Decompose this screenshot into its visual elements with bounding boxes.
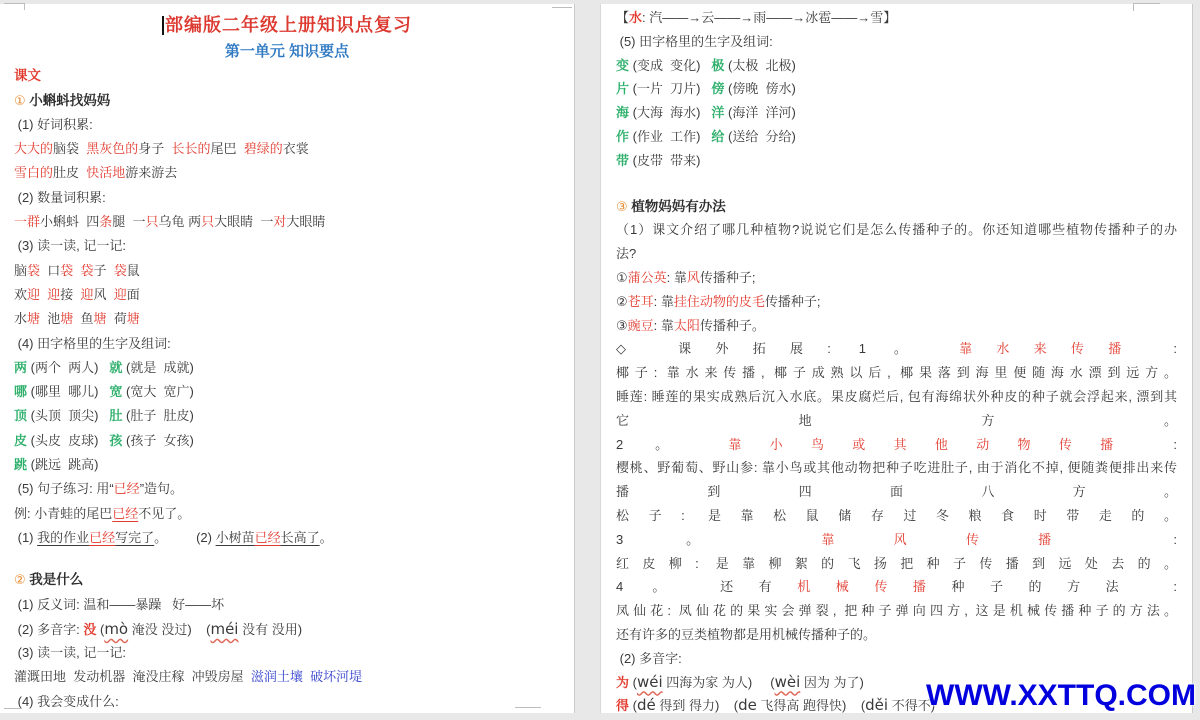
text-line xyxy=(616,409,1177,433)
text-run: 只 xyxy=(145,214,159,230)
text-run: dé xyxy=(636,696,656,713)
text-run: 大眼睛 一 xyxy=(214,214,274,230)
text-run: 为 xyxy=(616,674,630,690)
text-run: 没 xyxy=(83,621,97,637)
text-line xyxy=(14,665,560,689)
text-run: 课文 xyxy=(14,68,41,84)
text-run: 第一单元 知识要点 xyxy=(224,43,350,60)
text-run: 肚皮 xyxy=(53,165,87,181)
text-line xyxy=(14,453,560,477)
text-run: 大大的 xyxy=(14,141,54,157)
text-run: 椰子: 靠水来传播, 椰子成熟以后, 椰果落到海里便随海水漂到远方。 xyxy=(616,365,1177,381)
text-run: 鱼 xyxy=(73,311,94,327)
text-run: 靠风传播 xyxy=(821,531,1111,547)
text-line xyxy=(14,113,560,137)
text-run: (2) 数量词积累: xyxy=(14,189,106,205)
text-run: 对 xyxy=(273,214,287,230)
text-run: 片 xyxy=(616,81,630,97)
page-margin-mark xyxy=(515,707,541,712)
text-run: 淹没 没过) ( xyxy=(128,621,211,637)
text-line xyxy=(616,599,1177,623)
text-line xyxy=(14,64,560,88)
text-run: 荷 xyxy=(106,311,127,327)
text-run: 小蝌蚪找妈妈 xyxy=(29,92,111,108)
text-run: wèi xyxy=(774,672,801,691)
text-run xyxy=(73,263,80,278)
text-line xyxy=(616,504,1177,528)
text-line xyxy=(14,429,560,453)
page-margin-mark xyxy=(552,2,572,8)
text-line xyxy=(14,641,560,665)
text-line xyxy=(616,623,1177,647)
text-run: 塘 xyxy=(60,311,74,327)
text-run: 只 xyxy=(201,214,215,230)
text-run: 碧绿的 xyxy=(243,141,283,157)
text-run: ② xyxy=(14,572,30,588)
text-line xyxy=(616,361,1177,385)
text-run: : xyxy=(1145,341,1177,357)
text-line xyxy=(616,30,1177,54)
text-run: 雪白的 xyxy=(14,165,54,181)
text-run: 例: 小青蛙的尾巴 xyxy=(14,505,113,521)
text-line xyxy=(14,332,560,356)
text-line xyxy=(14,477,560,501)
text-run: 。 (2) xyxy=(154,529,216,545)
text-line xyxy=(616,337,1177,361)
text-run: 洋 xyxy=(711,105,725,121)
text-run: 3 。 xyxy=(616,531,822,547)
text-run: 水 xyxy=(629,10,643,25)
text-run: (4) 我会变成什么: xyxy=(14,693,119,709)
text-run: 迎 xyxy=(113,286,127,302)
text-run: 不见了。 xyxy=(138,505,191,521)
text-run: 腿 一 xyxy=(112,214,146,230)
text-run: 播 到 四 面 八 方 。 xyxy=(616,484,1177,500)
text-run: 塘 xyxy=(93,311,107,327)
text-run: (变成 变化) xyxy=(629,57,712,73)
text-run: 小蝌蚪 四 xyxy=(40,214,100,230)
text-run: 水 xyxy=(14,311,28,327)
text-line xyxy=(616,647,1177,671)
text-run: 滋润土壤 破坏河堤 xyxy=(250,669,363,685)
text-run: : 靠 xyxy=(653,317,674,333)
text-line xyxy=(616,552,1177,576)
text-line xyxy=(14,161,560,185)
text-run: (1) xyxy=(14,529,38,545)
text-run: 给 xyxy=(711,128,725,144)
text-line xyxy=(14,283,560,307)
text-run: 松子: 是靠松鼠储存过冬粮食时带走的。 xyxy=(616,507,1177,523)
text-run: ③ xyxy=(616,198,632,214)
text-run: 极 xyxy=(711,57,725,73)
text-run: 脑 xyxy=(14,262,28,278)
watermark-text: WWW.XXTTQ.COM xyxy=(926,679,1196,712)
text-run: 灌溉田地 发动机器 淹没庄稼 冲毁房屋 xyxy=(14,669,251,685)
text-line xyxy=(14,234,560,258)
text-run: 皮 xyxy=(14,432,28,448)
text-run: (5) 田字格里的生字及组词: xyxy=(616,33,773,49)
text-run: ◇ 课外拓展: 1 。 xyxy=(616,341,960,357)
text-run: 袋 xyxy=(80,262,94,278)
text-run: 风 xyxy=(93,286,114,302)
text-run: 。 xyxy=(319,529,333,545)
text-run: 带 xyxy=(616,152,630,168)
text-line xyxy=(14,593,560,617)
text-run: (2) 多音字: xyxy=(616,650,682,666)
text-run: (1) 好词积累: xyxy=(14,116,93,132)
text-run: 靠水来传播 xyxy=(959,341,1146,357)
text-run: (2) 多音字: xyxy=(14,621,84,637)
text-line xyxy=(14,210,560,234)
text-run: 长长的 xyxy=(171,141,211,157)
text-run: 我是什么 xyxy=(29,572,84,588)
text-line xyxy=(14,259,560,283)
text-line xyxy=(616,266,1177,290)
text-run: ① xyxy=(616,269,628,285)
text-run: 跳 xyxy=(14,457,28,473)
text-line xyxy=(14,404,560,428)
text-run: 法? xyxy=(616,246,637,262)
text-run: 风 xyxy=(686,269,700,285)
text-run: 条 xyxy=(99,214,113,230)
text-line xyxy=(616,218,1177,242)
text-run: 机械传播 xyxy=(797,579,952,595)
text-line xyxy=(616,433,1177,457)
text-run: 不得不) xyxy=(888,698,936,713)
text-line xyxy=(14,186,560,210)
text-run: 迎 xyxy=(27,286,41,302)
text-line xyxy=(616,242,1177,266)
text-run: 蒲公英 xyxy=(627,269,667,285)
text-run: (5) 句子练习: 用“ xyxy=(14,481,114,497)
text-run: 脑袋 xyxy=(53,141,87,157)
text-line xyxy=(616,314,1177,338)
text-run: 太阳 xyxy=(673,317,700,333)
text-run: 传播种子。 xyxy=(699,317,765,333)
text-line xyxy=(14,40,560,64)
text-run: 哪 xyxy=(14,384,28,400)
text-run: 宽 xyxy=(109,384,123,400)
text-run: 乌龟 两 xyxy=(158,214,202,230)
text-line xyxy=(616,77,1177,101)
text-line xyxy=(616,195,1177,219)
document-page-right[interactable] xyxy=(600,4,1193,713)
text-run: 游来游去 xyxy=(125,165,178,181)
text-run: 面 xyxy=(126,286,140,302)
text-run: (送给 分给) xyxy=(724,128,796,144)
text-run: ( xyxy=(629,674,637,690)
text-run: (肚子 肚皮) xyxy=(122,408,194,424)
text-line xyxy=(14,356,560,380)
text-run: : xyxy=(1110,531,1177,547)
text-line xyxy=(616,290,1177,314)
text-run: 已经 xyxy=(254,529,281,545)
text-run: 写完了 xyxy=(115,529,155,545)
text-run: 袋 xyxy=(113,262,127,278)
text-run: 顶 xyxy=(14,408,28,424)
text-run: 【 xyxy=(616,10,630,25)
text-line xyxy=(616,456,1177,480)
text-run: (哪里 哪儿) xyxy=(27,384,110,400)
text-run: (一片 刀片) xyxy=(629,81,712,97)
page-margin-mark xyxy=(1133,3,1160,11)
text-run: 因为 为了) xyxy=(800,674,864,690)
text-run: 口 xyxy=(40,262,61,278)
text-run: 红皮柳: 是靠柳絮的飞扬把种子传播到远处去的。 xyxy=(616,555,1177,571)
text-run: (大海 海水) xyxy=(629,105,712,121)
text-line xyxy=(14,690,560,713)
text-run: 长高了 xyxy=(280,529,320,545)
text-line xyxy=(14,380,560,404)
text-run: de xyxy=(738,696,757,713)
text-run: 已经 xyxy=(113,481,140,497)
text-run: 已经 xyxy=(89,529,116,545)
text-run: 部编版二年级上册知识点复习 xyxy=(165,15,412,35)
text-run: (太极 北极) xyxy=(724,57,796,73)
text-run: 袋 xyxy=(60,262,74,278)
text-line xyxy=(616,54,1177,78)
text-line xyxy=(616,385,1177,409)
text-run: 小树苗 xyxy=(215,529,255,545)
text-run: 傍 xyxy=(711,81,725,97)
text-run: 植物妈妈有办法 xyxy=(631,198,726,214)
text-run: 就 xyxy=(109,359,123,375)
text-line xyxy=(14,10,560,40)
text-run: ① xyxy=(14,92,30,108)
text-run: 睡莲: 睡莲的果实成熟后沉入水底。果皮腐烂后, 包有海绵状外种皮的种子就会浮起来, 漂到其 xyxy=(616,388,1177,404)
text-run: 接 xyxy=(60,286,81,302)
text-run: 子 xyxy=(93,262,114,278)
text-run: 没有 没用) xyxy=(238,621,303,637)
text-run: 2 。 xyxy=(616,436,729,452)
text-run: 作 xyxy=(616,128,630,144)
text-line xyxy=(616,149,1177,173)
text-run: (皮带 带来) xyxy=(629,152,701,168)
text-run: (就是 成就) xyxy=(122,359,194,375)
text-run: 苍耳 xyxy=(627,293,654,309)
text-run: ( xyxy=(96,621,105,637)
text-run: (头顶 顶尖) xyxy=(27,408,110,424)
text-run: (3) 读一读, 记一记: xyxy=(14,238,126,254)
text-run: 塘 xyxy=(126,311,140,327)
text-run: : xyxy=(1141,436,1177,452)
text-run: 快活地 xyxy=(86,165,126,181)
text-run: ( xyxy=(629,698,637,713)
text-run: 衣裳 xyxy=(282,141,309,157)
text-run: 得到 得力) ( xyxy=(655,698,739,713)
text-run: 大眼睛 xyxy=(286,214,326,230)
text-run: : 汽——→云——→雨——→冰雹——→雪】 xyxy=(642,10,897,25)
text-run: 传播种子; xyxy=(699,269,756,285)
text-run: mò xyxy=(104,619,129,638)
text-run: 鼠 xyxy=(126,262,140,278)
text-run: 欢 xyxy=(14,286,28,302)
document-page-left[interactable] xyxy=(0,4,575,713)
text-run: 塘 xyxy=(27,311,41,327)
text-run: (4) 田字格里的生字及组词: xyxy=(14,335,171,351)
text-run: (宽大 宽广) xyxy=(122,384,194,400)
text-run: 种子的方法 : xyxy=(951,579,1177,595)
text-run: (海洋 洋河) xyxy=(724,105,796,121)
text-run: 凤仙花: 凤仙花的果实会弹裂, 把种子弹向四方, 这是机械传播种子的方法。 xyxy=(616,603,1177,619)
text-run: 变 xyxy=(616,57,630,73)
text-run: 海 xyxy=(616,105,630,121)
text-line xyxy=(14,137,560,161)
text-line xyxy=(14,89,560,113)
text-run: 已经 xyxy=(112,505,139,521)
text-run: (跳远 跳高) xyxy=(27,457,99,473)
text-run: 一群 xyxy=(14,214,41,230)
text-run: ② xyxy=(616,293,628,309)
text-run: (头皮 皮球) xyxy=(27,432,110,448)
text-run: 迎 xyxy=(47,286,61,302)
text-run: wéi xyxy=(636,672,663,691)
text-line xyxy=(616,480,1177,504)
text-run: 樱桃、野葡萄、野山参: 靠小鸟或其他动物把种子吃进肚子, 由于消化不掉, 便随粪便排出来传 xyxy=(616,460,1177,476)
text-run: : 靠 xyxy=(653,293,674,309)
text-line xyxy=(616,101,1177,125)
text-run: (1) 反义词: 温和——暴躁 好——坏 xyxy=(14,596,225,612)
text-run: (孩子 女孩) xyxy=(122,432,194,448)
text-run: ”造句。 xyxy=(139,481,184,497)
text-run: (3) 读一读, 记一记: xyxy=(14,645,126,661)
text-run: 得 xyxy=(616,698,630,713)
text-run: 尾巴 xyxy=(210,141,244,157)
text-run: 袋 xyxy=(27,262,41,278)
text-run: 豌豆 xyxy=(627,317,654,333)
text-run: 四海为家 为人) ( xyxy=(662,674,775,690)
text-line xyxy=(14,526,560,550)
text-line xyxy=(14,568,560,592)
page-margin-mark xyxy=(4,3,25,10)
text-run: 孩 xyxy=(109,432,123,448)
text-run: 我的作业 xyxy=(37,529,90,545)
text-run: : 靠 xyxy=(666,269,687,285)
text-run: 4 。 还有 xyxy=(616,579,798,595)
text-run: (傍晚 傍水) xyxy=(724,81,796,97)
text-run: 身子 xyxy=(138,141,172,157)
text-run: méi xyxy=(210,619,239,638)
text-run: (作业 工作) xyxy=(629,128,712,144)
text-run: děi xyxy=(865,696,889,713)
text-line xyxy=(616,125,1177,149)
text-run: 传播种子; xyxy=(764,293,821,309)
text-run: ③ xyxy=(616,317,628,333)
text-line xyxy=(616,575,1177,599)
text-cursor xyxy=(162,16,164,35)
text-run: 靠小鸟或其他动物传播 xyxy=(728,436,1142,452)
text-line xyxy=(616,6,1177,30)
text-run: （1）课文介绍了哪几种植物?说说它们是怎么传播种子的。你还知道哪些植物传播种子的办 xyxy=(616,222,1177,238)
text-run: 飞得高 跑得快) ( xyxy=(756,698,866,713)
text-run: 池 xyxy=(40,311,61,327)
text-line xyxy=(14,307,560,331)
text-run: 迎 xyxy=(80,286,94,302)
page-margin-mark xyxy=(4,708,22,712)
text-run: 还有许多的豆类植物都是用机械传播种子的。 xyxy=(616,626,877,642)
text-run: 肚 xyxy=(109,408,123,424)
text-run: 两 xyxy=(14,359,28,375)
text-line xyxy=(616,528,1177,552)
text-run: 黑灰色的 xyxy=(86,141,139,157)
text-run: (两个 两人) xyxy=(27,359,110,375)
text-run: 它 地 方 。 xyxy=(616,412,1177,428)
text-line xyxy=(14,617,560,641)
text-line xyxy=(14,502,560,526)
text-run: 挂住动物的皮毛 xyxy=(673,293,765,309)
